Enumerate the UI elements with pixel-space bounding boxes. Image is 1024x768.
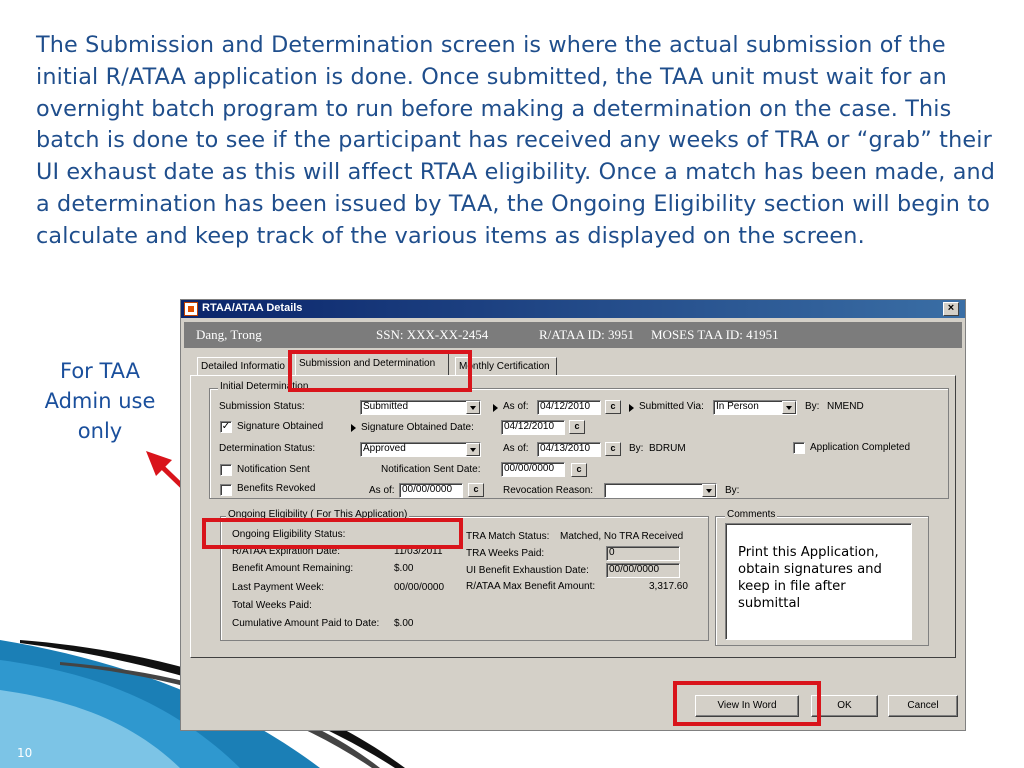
revoked-as-of-label: As of:	[369, 485, 395, 496]
signature-date-label: Signature Obtained Date:	[361, 422, 474, 433]
tra-weeks-field: 0	[606, 546, 680, 561]
submission-as-of-field[interactable]: 04/12/2010	[537, 400, 601, 415]
chevron-down-icon	[466, 401, 480, 414]
arrow-right-icon	[629, 404, 634, 412]
tab-highlight-box	[288, 350, 472, 392]
participant-ssn: SSN: XXX-XX-2454	[376, 327, 489, 342]
max-benefit-label: R/ATAA Max Benefit Amount:	[466, 581, 596, 592]
expiration-date-label: R/ATAA Expiration Date:	[232, 546, 341, 557]
revoked-as-of-field[interactable]: 00/00/0000	[399, 483, 463, 498]
revocation-reason-label: Revocation Reason:	[503, 485, 594, 496]
submitted-via-select[interactable]: In Person	[713, 400, 797, 415]
last-payment-label: Last Payment Week:	[232, 582, 325, 593]
moses-taa-id: MOSES TAA ID: 41951	[651, 327, 779, 342]
calendar-button[interactable]: c	[571, 463, 587, 477]
cumulative-paid-value: $.00	[394, 618, 414, 629]
close-button[interactable]: ×	[943, 302, 959, 316]
determination-as-of-label: As of:	[503, 443, 529, 454]
calendar-button[interactable]: c	[605, 442, 621, 456]
calendar-button[interactable]: c	[605, 400, 621, 414]
total-weeks-label: Total Weeks Paid:	[232, 600, 312, 611]
submitted-by-label: By:	[805, 401, 820, 412]
signature-date-field[interactable]: 04/12/2010	[501, 420, 565, 435]
submitted-by-value: NMEND	[827, 401, 864, 412]
ui-exhaust-label: UI Benefit Exhaustion Date:	[466, 565, 589, 576]
ok-button[interactable]: OK	[811, 695, 878, 717]
arrow-right-icon	[351, 424, 356, 432]
determination-status-label: Determination Status:	[219, 443, 316, 454]
ongoing-status-highlight-box	[202, 518, 463, 549]
notification-sent-label: Notification Sent	[237, 464, 310, 475]
application-completed-label: Application Completed	[810, 442, 911, 453]
revocation-by-label: By:	[725, 485, 740, 496]
submitted-via-label: Submitted Via:	[639, 401, 704, 412]
view-in-word-highlight-box	[673, 681, 821, 726]
ui-exhaust-field: 00/00/0000	[606, 563, 680, 578]
participant-info-bar	[184, 322, 962, 348]
benefits-revoked-label: Benefits Revoked	[237, 483, 316, 494]
chevron-down-icon	[702, 484, 716, 497]
chevron-down-icon	[466, 443, 480, 456]
revocation-reason-select[interactable]	[604, 483, 717, 498]
admin-note: For TAA Admin use only	[44, 359, 156, 443]
participant-name: Dang, Trong	[196, 327, 262, 342]
signature-obtained-label: Signature Obtained	[237, 421, 324, 432]
notification-sent-date-field[interactable]: 00/00/0000	[501, 462, 565, 477]
expiration-date-value: 11/03/2011	[394, 546, 443, 557]
tra-match-label: TRA Match Status:	[466, 531, 550, 542]
max-benefit-value: 3,317.60	[649, 581, 688, 592]
determination-by-value: BDRUM	[649, 443, 686, 454]
tra-match-value: Matched, No TRA Received	[560, 531, 684, 542]
last-payment-value: 00/00/0000	[394, 582, 445, 593]
initial-determination-label: Initial Determination	[220, 381, 309, 392]
notification-sent-checkbox[interactable]	[220, 464, 232, 476]
chevron-down-icon	[782, 401, 796, 414]
submission-status-label: Submission Status:	[219, 401, 305, 412]
benefits-revoked-checkbox[interactable]	[220, 484, 232, 496]
cumulative-paid-label: Cumulative Amount Paid to Date:	[232, 618, 380, 629]
notification-sent-date-label: Notification Sent Date:	[381, 464, 481, 475]
slide-number: 10	[17, 746, 33, 760]
determination-by-label: By:	[629, 443, 644, 454]
benefit-remaining-label: Benefit Amount Remaining:	[232, 563, 354, 574]
window-title: RTAA/ATAA Details	[202, 302, 303, 314]
tab-monthly-certification[interactable]: Monthly Certification	[455, 357, 557, 376]
calendar-button[interactable]: c	[569, 420, 585, 434]
determination-as-of-field[interactable]: 04/13/2010	[537, 442, 601, 457]
ongoing-status-label: Ongoing Eligibility Status:	[232, 529, 346, 540]
cancel-button[interactable]: Cancel	[888, 695, 958, 717]
comments-textarea[interactable]: Print this Application, obtain signatures and keep in file after submittal	[725, 523, 912, 640]
tra-weeks-label: TRA Weeks Paid:	[466, 548, 545, 559]
arrow-right-icon	[493, 404, 498, 412]
submission-status-select[interactable]: Submitted	[360, 400, 481, 415]
app-icon	[184, 302, 198, 316]
window-titlebar[interactable]	[181, 300, 965, 318]
submission-as-of-label: As of:	[503, 401, 529, 412]
calendar-button[interactable]: c	[468, 483, 484, 497]
application-completed-checkbox[interactable]	[793, 442, 805, 454]
signature-obtained-checkbox[interactable]: ✓	[221, 421, 231, 432]
rataa-id: R/ATAA ID: 3951	[539, 327, 635, 342]
determination-status-select[interactable]: Approved	[360, 442, 481, 457]
tab-detailed-information[interactable]: Detailed Informatio	[197, 357, 290, 376]
tab-submission-determination[interactable]: Submission and Determination	[295, 353, 449, 376]
view-in-word-button[interactable]: View In Word	[695, 695, 799, 717]
benefit-remaining-value: $.00	[394, 563, 414, 574]
slide-body-text: The Submission and Determination screen is where the actual submission of the initial R/ATAA application is done. Once submitted, the TAA unit must wait for an overnight batch program to run before making a determination on the case. This batch is done to see if the participant has received any weeks of TRA or “grab” their UI exhaust date as this will affect RTAA eligibility. Once a match has been made, and a determination has been issued by TAA, the Ongoing Eligibility section will begin to calculate and keep track of the various items as displayed on the screen.	[36, 32, 996, 249]
ongoing-eligibility-label: Ongoing Eligibility ( For This Application)	[228, 509, 408, 520]
comments-label: Comments	[727, 509, 776, 520]
